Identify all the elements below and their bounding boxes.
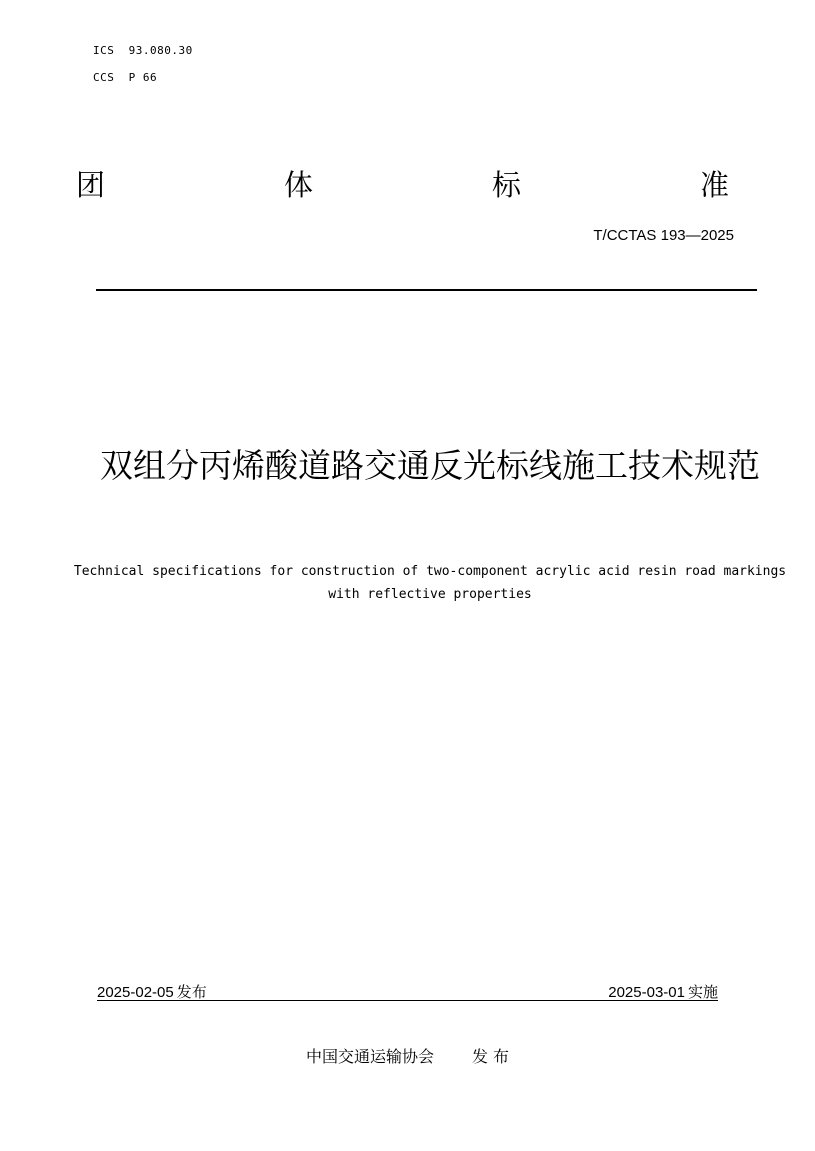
issue-date-value: 2025-02-05 [97, 984, 174, 1001]
ics-code: ICS 93.080.30 [93, 44, 193, 57]
standard-type-char: 准 [700, 168, 730, 202]
implementation-date-value: 2025-03-01 [608, 984, 685, 1001]
publish-action: 发 布 [471, 1047, 510, 1066]
implementation-date-label: 实施 [687, 983, 718, 1001]
ccs-code: CCS P 66 [93, 71, 158, 84]
standard-type-char: 团 [76, 168, 106, 202]
publisher-line [0, 1046, 815, 1068]
publisher-name: 中国交通运输协会 [305, 1047, 434, 1066]
standard-type-char: 体 [284, 168, 314, 202]
chinese-title: 双组分丙烯酸道路交通反光标线施工技术规范 [100, 446, 760, 485]
date-underline [97, 1000, 718, 1001]
english-title: Technical specifications for construction of two-component acrylic acid resin road markings with reflective properties [73, 564, 787, 602]
standard-type-char: 标 [492, 168, 522, 202]
standard-number: T/CCTAS 193—2025 [593, 227, 734, 244]
issue-date-label: 发布 [176, 983, 207, 1001]
header-divider [96, 289, 757, 291]
